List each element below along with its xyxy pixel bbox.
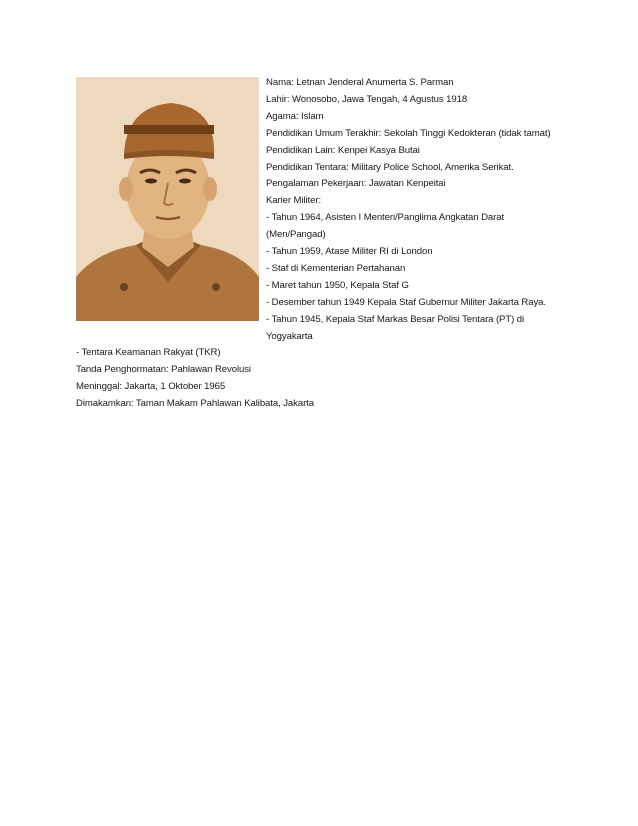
death-line: Meninggal: Jakarta, 1 Oktober 1965 — [76, 381, 226, 393]
career-item: - Tentara Keamanan Rakyat (TKR) — [76, 347, 221, 359]
honor-line: Tanda Penghormatan: Pahlawan Revolusi — [76, 364, 251, 376]
career-item: - Tahun 1959, Atase Militer RI di London — [266, 246, 433, 257]
other-education-line: Pendidikan Lain: Kenpei Kasya Butai — [266, 144, 420, 156]
career-item: - Tahun 1964, Asisten I Menteri/Panglima Angkatan Darat — [266, 212, 505, 224]
career-item: Yogyakarta — [266, 330, 313, 342]
work-experience-line: Pengalaman Pekerjaan: Jawatan Kenpeitai — [266, 178, 446, 190]
career-item: - Tahun 1945, Kepala Staf Markas Besar Polisi Tentara (PT) di — [266, 313, 525, 325]
career-item: - Staf di Kementerian Pertahanan — [266, 262, 406, 274]
religion-line: Agama: Islam — [266, 110, 324, 122]
military-education-line: Pendidikan Tentara: Military Police School, Amerika Serikat. — [266, 161, 514, 173]
career-item: - Maret tahun 1950, Kepala Staf G — [266, 279, 409, 291]
portrait-photo — [76, 77, 259, 321]
name-line: Nama: Letnan Jenderal Anumerta S. Parman — [266, 77, 454, 88]
burial-line: Dimakamkan: Taman Makam Pahlawan Kalibata, Jakarta — [76, 398, 314, 410]
portrait-photo-illustration — [76, 77, 259, 321]
career-heading: Karier Militer: — [266, 195, 322, 207]
career-item: - Desember tahun 1949 Kepala Staf Gubernur Militer Jakarta Raya. — [266, 296, 546, 308]
birth-line: Lahir: Wonosobo, Jawa Tengah, 4 Agustus 1918 — [266, 93, 468, 105]
career-item: (Men/Pangad) — [266, 229, 326, 241]
general-education-line: Pendidikan Umum Terakhir: Sekolah Tinggi Kedokteran (tidak tamat) — [266, 127, 551, 139]
